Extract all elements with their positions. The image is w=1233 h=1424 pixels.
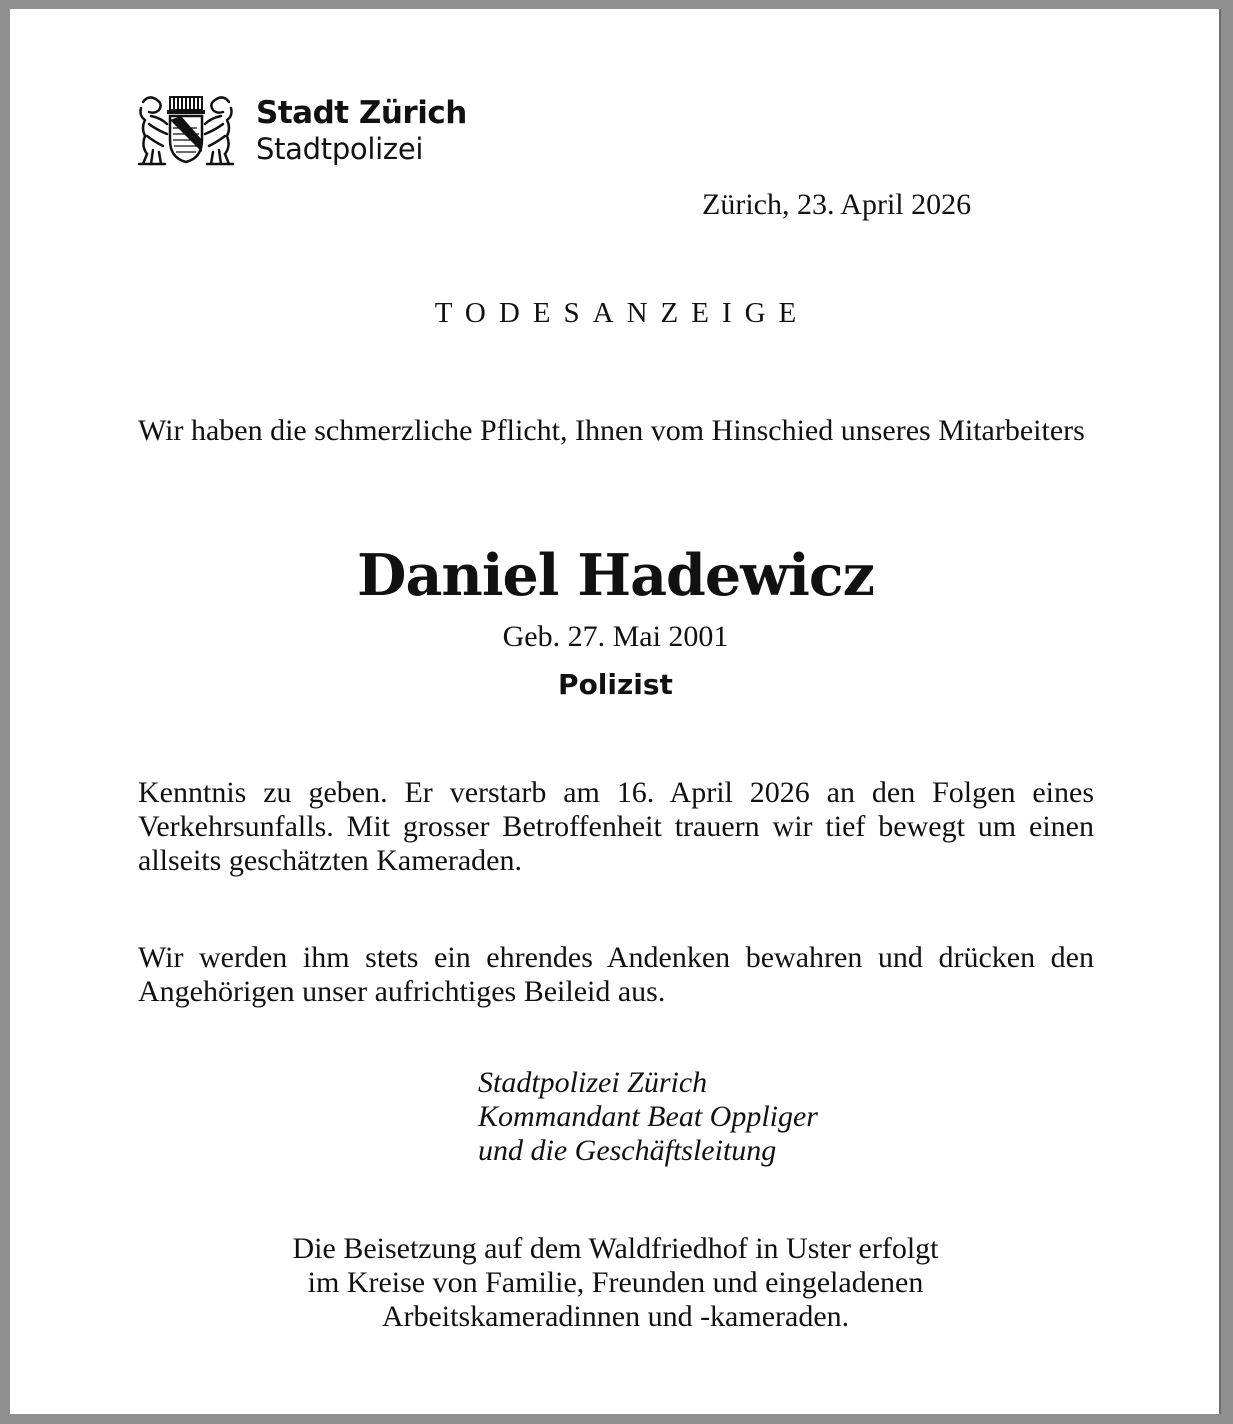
org-name: Stadt Zürich [256,95,467,131]
deceased-role: Polizist [558,668,673,701]
document-heading: TODESANZEIGE [434,297,810,329]
signature-block [478,1066,818,1168]
funeral-line: im Kreise von Familie, Freunden und eingeladenen [307,1266,924,1299]
deceased-name: Daniel Hadewicz [357,542,874,609]
date-line: Zürich, 23. April 2026 [702,188,972,221]
funeral-notice [10,1232,1221,1334]
signature-line: Stadtpolizei Zürich [478,1066,708,1099]
org-unit: Stadtpolizei [256,132,424,166]
funeral-line: Die Beisetzung auf dem Waldfriedhof in Uster erfolgt [292,1232,939,1265]
funeral-line: Arbeitskameradinnen und -kameraden. [381,1300,850,1333]
document-page [10,9,1221,1414]
signature-line: und die Geschäftsleitung [478,1134,777,1167]
page-edge [1219,9,1221,1414]
intro-paragraph: Wir haben die schmerzliche Pflicht, Ihnen vom Hinschied unseres Mitarbeiters [138,414,1085,447]
body-paragraph: Wir werden ihm stets ein ehrendes Andenken bewahren und drücken den Angehörigen unser aufrichtiges Beileid aus. [138,941,1094,1008]
body-paragraph: Kenntnis zu geben. Er verstarb am 16. April 2026 an den Folgen eines Verkehrsunfalls. Mit grosser Betroffenheit trauern wir tief bewegt um einen allseits geschätzten Kameraden. [138,776,1094,877]
birth-date: Geb. 27. Mai 2001 [502,620,729,653]
coat-of-arms-icon [137,94,235,166]
stadt-zuerich-logo [137,94,497,172]
signature-line: Kommandant Beat Oppliger [478,1100,818,1133]
